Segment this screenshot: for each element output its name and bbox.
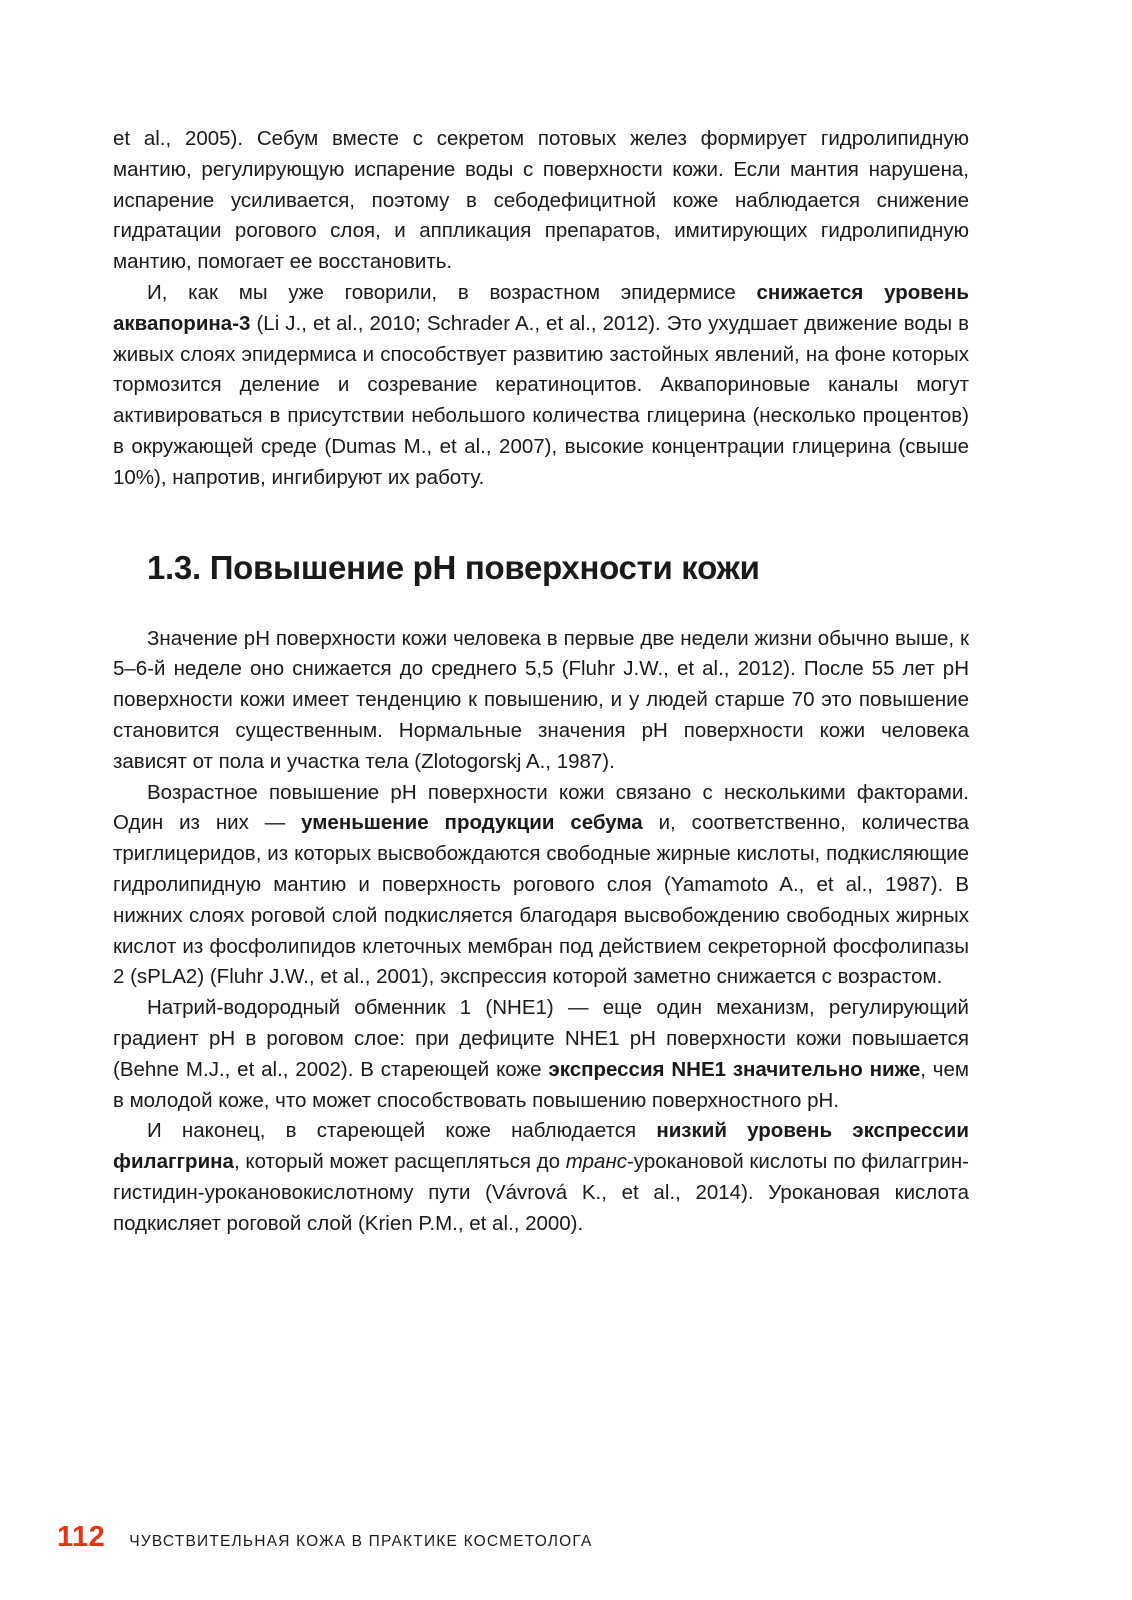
bold-phrase: низкий уровень экспрессии филаггрина: [113, 1119, 970, 1174]
text-run: Значение pH поверхности кожи человека в первые две недели жизни обычно выше, к 5–6-й неделе оно снижается до среднего 5,5 (Fluhr J.W., et al., 2012). После 55 лет pH поверхности кожи имеет тенденцию к повышению, и у людей старше 70 это повышение становится существенным. Нормальные значения pH поверхности кожи человека зависят от пола и участка тела (Zlotogorskj A., 1987).: [113, 626, 969, 773]
paragraph: [113, 624, 969, 778]
section-paragraphs: [113, 624, 969, 1240]
running-title: ЧУВСТВИТЕЛЬНАЯ КОЖА В ПРАКТИКЕ КОСМЕТОЛОГА: [129, 1533, 593, 1550]
page-footer: [57, 1521, 593, 1554]
paragraph: [113, 278, 969, 494]
italic-phrase: транс: [565, 1150, 627, 1174]
bold-phrase: снижается уровень аквапорина-3: [113, 280, 969, 335]
text-run: , чем в молодой коже, что может способствовать повышению поверхностного pH.: [113, 1057, 969, 1112]
bold-phrase: экспрессия NHE1 значительно ниже: [548, 1057, 921, 1081]
text-run: Возрастное повышение pH поверхности кожи связано с несколькими факторами. Один из них —: [113, 780, 969, 835]
top-paragraphs: [113, 124, 969, 494]
text-run: И наконец, в стареющей коже наблюдается: [147, 1119, 657, 1143]
page-number: 112: [57, 1521, 106, 1553]
text-run: (Li J., et al., 2010; Schrader A., et al., 2012). Это ухудшает движение воды в живых слоях эпидермиса и способствует развитию застойных явлений, на фоне которых тормозится деление и созревание кератиноцитов. Аквапориновые каналы могут активироваться в присутствии небольшого количества глицерина (несколько процентов) в окружающей среде (Dumas M., et al., 2007), высокие концентрации глицерина (свыше 10%), напротив, ингибируют их работу.: [113, 311, 969, 489]
paragraph: [113, 778, 969, 994]
paragraph: [113, 1116, 969, 1239]
text-run: и, соответственно, количества триглицеридов, из которых высвобождаются свободные жирные кислоты, подкисляющие гидролипидную мантию и поверхность рогового слоя (Yamamoto A., et al., 1987). В нижних слоях роговой слой подкисляется благодаря высвобождению свободных жирных кислот из фосфолипидов клеточных мембран под действием секреторной фосфолипазы 2 (sPLA2) (Fluhr J.W., et al., 2001), экспрессия которой заметно снижается с возрастом.: [113, 811, 970, 989]
bold-phrase: уменьшение продукции себума: [301, 811, 643, 835]
text-run: Натрий-водородный обменник 1 (NHE1) — еще один механизм, регулирующий градиент pH в роговом слое: при дефиците NHE1 pH поверхности кожи повышается (Behne M.J., et al., 2002). В стареющей коже: [113, 996, 969, 1081]
paragraph: [113, 124, 969, 278]
section-heading: 1.3. Повышение pH поверхности кожи: [147, 548, 760, 586]
text-column: [113, 124, 969, 1240]
paragraph: [113, 993, 969, 1116]
text-run: -урокановой кислоты по филаггрин-гистидин-урокановокислотному пути (Vávrová K., et al., 2014). Урокановая кислота подкисляет роговой слой (Krien P.M., et al., 2000).: [113, 1150, 969, 1235]
text-run: et al., 2005). Себум вместе с секретом потовых желез формирует гидролипидную мантию, регулирующую испарение воды с поверхности кожи. Если мантия нарушена, испарение усиливается, поэтому в себодефицитной коже наблюдается снижение гидратации рогового слоя, и аппликация препаратов, имитирующих гидролипидную мантию, помогает ее восстановить.: [113, 127, 969, 274]
text-run: И, как мы уже говорили, в возрастном эпидермисе: [147, 280, 757, 304]
text-run: , который может расщепляться до: [233, 1150, 566, 1174]
